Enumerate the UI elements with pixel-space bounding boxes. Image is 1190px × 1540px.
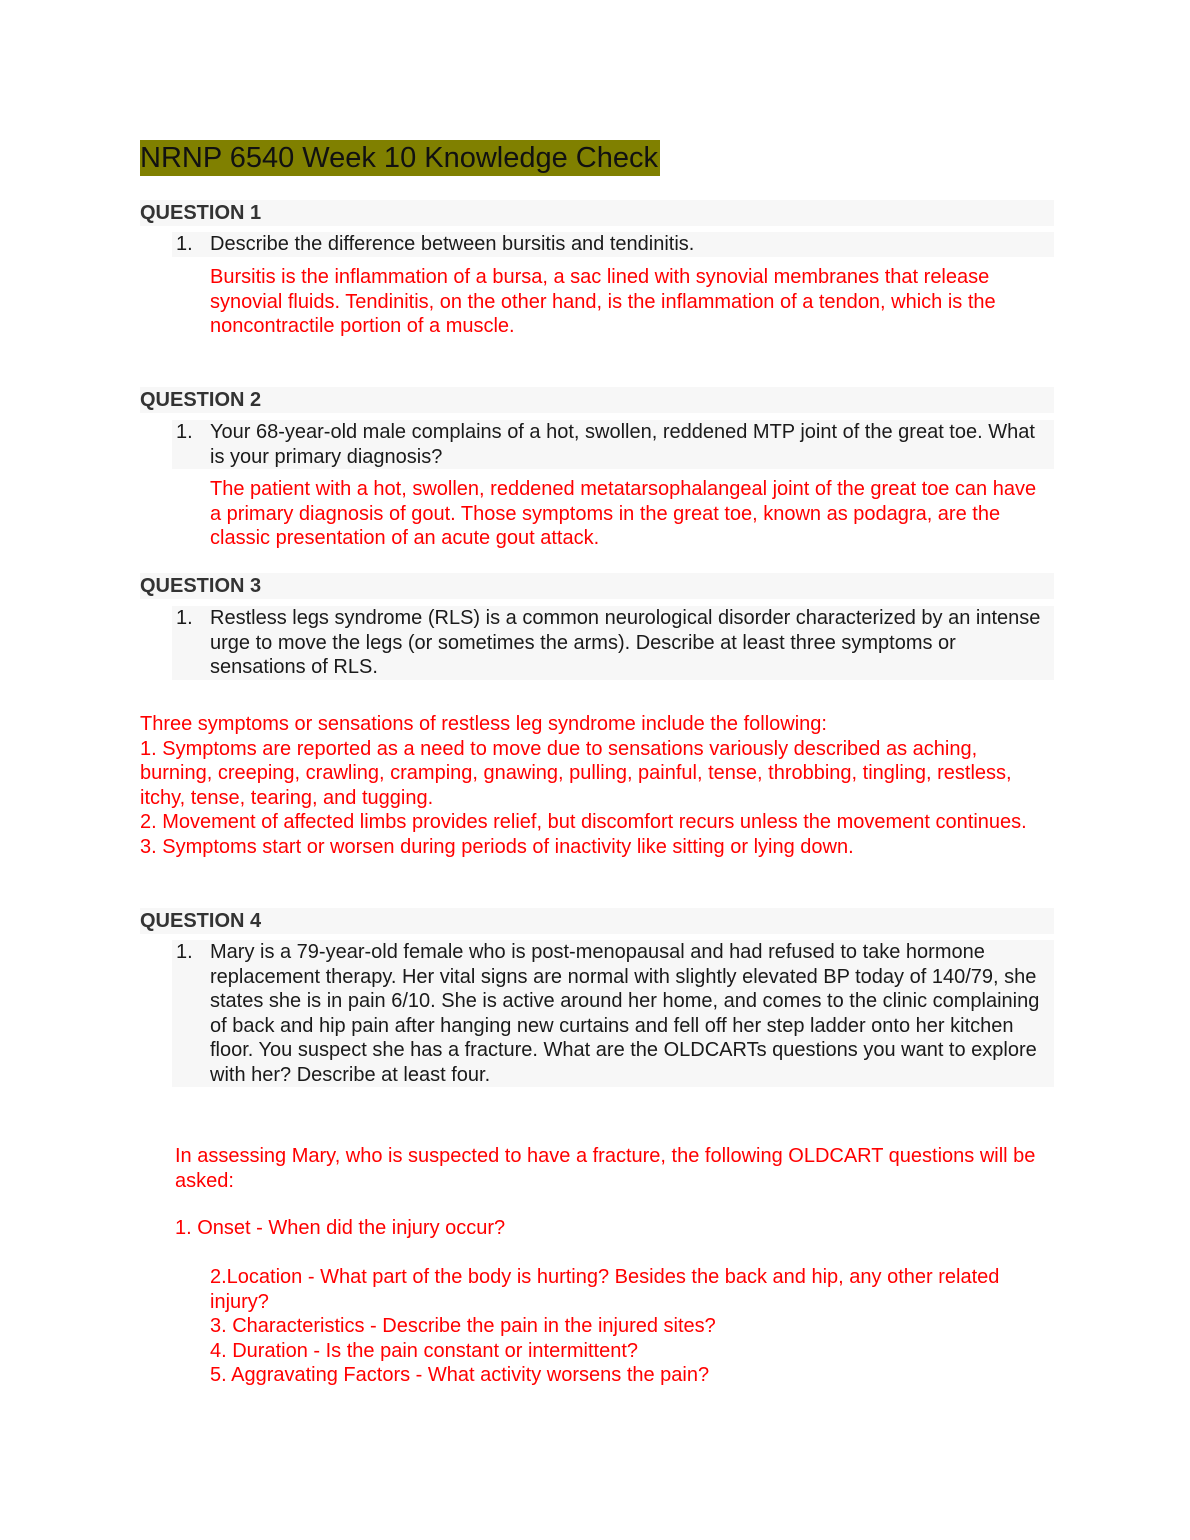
answer-item: 5. Aggravating Factors - What activity worsens the pain? (210, 1364, 710, 1386)
question-text: Your 68-year-old male complains of a hot, swollen, reddened MTP joint of the great toe. What is your primary diagnosis? (210, 421, 1035, 468)
answer-item: 1. Symptoms are reported as a need to move due to sensations variously described as aching, burning, creeping, crawling, cramping, gnawing, pulling, painful, tense, throbbing, tingling, restless, itchy, tense, tearing, and tugging. (140, 737, 1012, 809)
answer-item: 4. Duration - Is the pain constant or intermittent? (210, 1339, 638, 1362)
question-4-header: QUESTION 4 (140, 908, 1054, 934)
question-number: 1. (176, 607, 193, 629)
question-1-answer (210, 265, 1030, 339)
answer-item: 3. Symptoms start or worsen during periods of inactivity like sitting or lying down. (140, 835, 854, 858)
question-text: Restless legs syndrome (RLS) is a common neurological disorder characterized by an intense urge to move the legs (or sometimes the arms). Describe at least three symptoms or sensations of RLS. (210, 607, 1041, 678)
answer-item: 3. Characteristics - Describe the pain in the injured sites? (210, 1315, 716, 1337)
question-2-header: QUESTION 2 (140, 387, 1054, 413)
answer-intro: Three symptoms or sensations of restless leg syndrome include the following: (140, 713, 827, 735)
question-3-prompt (172, 606, 1054, 680)
question-number: 1. (176, 941, 193, 963)
question-text: Mary is a 79-year-old female who is post-menopausal and had refused to take hormone replacement therapy. Her vital signs are normal with slightly elevated BP today of 140/79, she states she is in pain 6/10. She is active around her home, and comes to the clinic complaining of back and hip pain after hanging new curtains and fell off her step ladder onto her kitchen floor. You suspect she has a fracture. What are the OLDCARTs questions you want to explore with her? Describe at least four. (210, 941, 1040, 1086)
question-1-header: QUESTION 1 (140, 200, 1054, 226)
question-4-answer-intro: In assessing Mary, who is suspected to have a fracture, the following OLDCART questions will be asked: (175, 1145, 1036, 1192)
question-text: Describe the difference between bursitis and tendinitis. (210, 233, 695, 255)
question-number: 1. (176, 421, 193, 443)
question-2-prompt (172, 420, 1054, 469)
question-2-answer (210, 477, 1050, 551)
page-title: NRNP 6540 Week 10 Knowledge Check (140, 142, 659, 174)
question-number: 1. (176, 233, 193, 255)
answer-item: 2. Movement of affected limbs provides relief, but discomfort recurs unless the movement continues. (140, 811, 1027, 833)
question-4-prompt (172, 940, 1054, 1087)
answer-item: 2.Location - What part of the body is hurting? Besides the back and hip, any other related injury? (210, 1266, 1000, 1313)
question-4-answer-list (210, 1265, 1030, 1388)
question-3-header: QUESTION 3 (140, 573, 1054, 599)
question-1-prompt (172, 232, 1054, 257)
question-3-answer (140, 712, 1045, 859)
question-4-answer-onset: 1. Onset - When did the injury occur? (175, 1217, 506, 1239)
answer-paragraph: The patient with a hot, swollen, reddened metatarsophalangeal joint of the great toe can have a primary diagnosis of gout. Those symptoms in the great toe, known as podagra, are the classic presentation of an acute gout attack. (210, 478, 1037, 549)
answer-paragraph: Bursitis is the inflammation of a bursa, a sac lined with synovial membranes that release synovial fluids. Tendinitis, on the other hand, is the inflammation of a tendon, which is the noncontractile portion of a muscle. (210, 266, 996, 337)
